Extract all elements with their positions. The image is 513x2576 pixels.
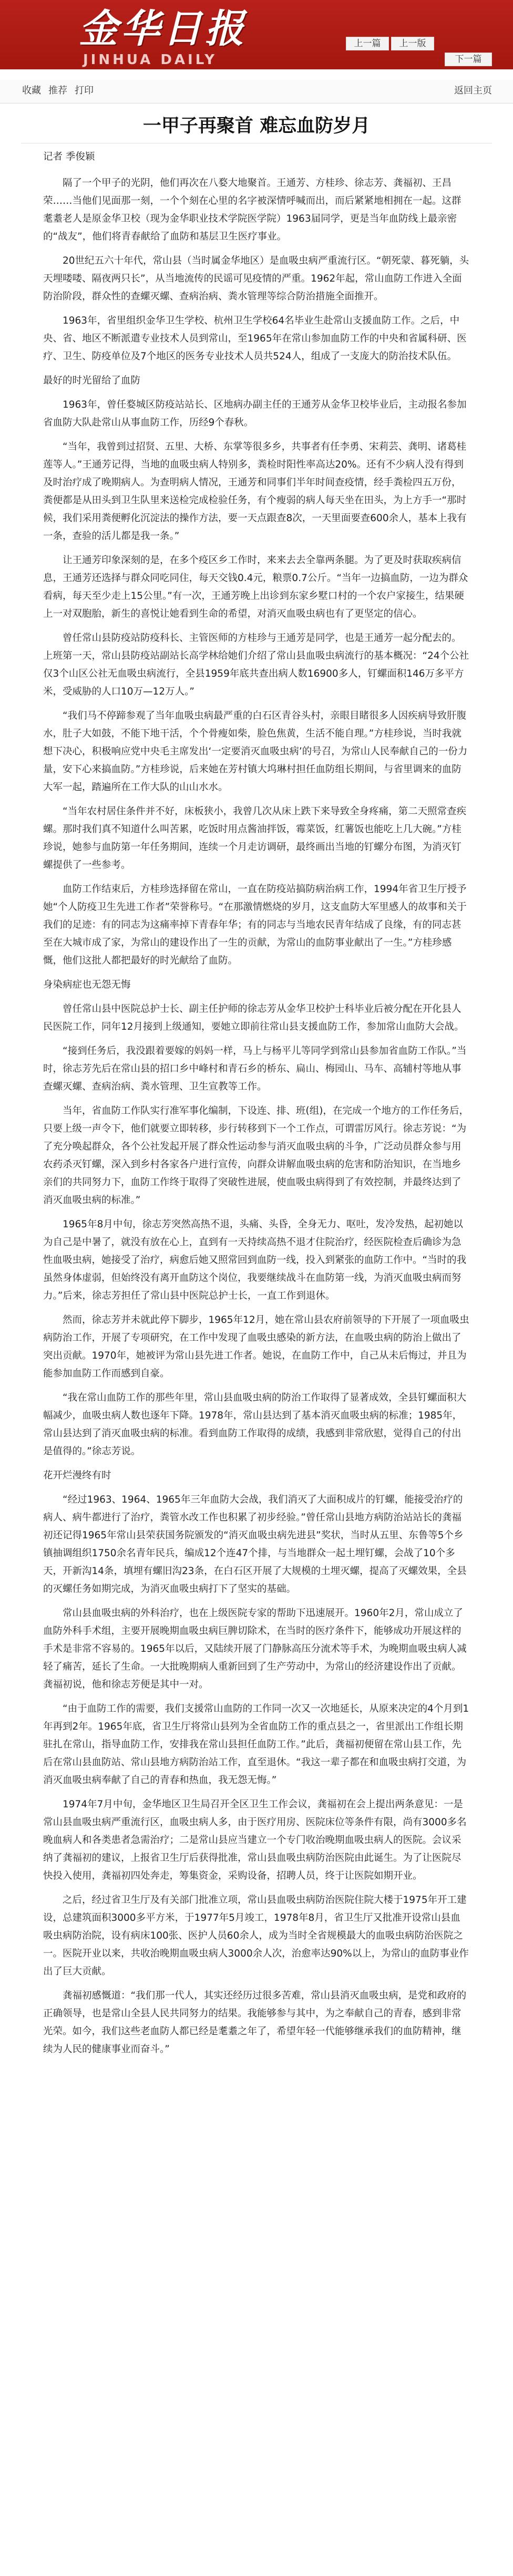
print-link[interactable]: 打印 (75, 85, 94, 96)
toolbar (0, 80, 513, 104)
article-paragraph: 曾任常山县中医院总护士长、副主任护师的徐志芳从金华卫校护士科毕业后被分配在开化县人民医院工作，同年12月接到上级通知，要她立即前往常山县支援血防工作，参加常山血防大会战。 (43, 1003, 464, 1032)
favorite-link[interactable]: 收藏 (22, 85, 41, 96)
article-title: 一甲子再聚首 难忘血防岁月 (142, 116, 371, 137)
newspaper-logo: 金华日报 (79, 6, 247, 51)
article-paragraph: 20世纪五六十年代，常山县（当时属金华地区）是血吸虫病严重流行区。“朝死蒙、暮死躺，头天埋喽喽、隔夜两只长”，从当地流传的民谣可见疫情的严重。1962年起，常山血防工作进入全面防治阶段，群众性的查螺灭螺、查病治病、粪水管理等综合防治措施全面推开。 (43, 255, 469, 302)
next-article-button[interactable]: 下一篇 (445, 53, 492, 66)
article-paragraph: 1974年7月中旬，金华地区卫生局召开全区卫生工作会议，龚福初在会上提出两条意见：一是常山县血吸虫病严重流行区，血吸虫病人多，由于医疗用房、医院床位等条件有限，尚有3000多名晚血病人和各类患者急需治疗；二是常山县应当建立一个专门收治晚期血吸虫病人的医院。会议采纳了龚福初的建议，上报省卫生厅后获得批准，常山县血吸虫病防治医院由此诞生。为了让医院尽快投入使用，龚福初四处奔走，筹集资金，采购设备，招聘人员，终于让医院如期开业。 (43, 1799, 467, 1881)
article-body (43, 148, 470, 2065)
prev-article-button[interactable]: 上一篇 (346, 37, 389, 50)
article-paragraph: “当年农村居住条件并不好，床板狭小，我曾几次从床上跌下来导致全身疼痛，第二天照常查疾螺。那时我们真不知道什么叫苦累，吃饭时用点酱油拌饭，霉菜饭，红薯饭也能吃上几大碗。”方桂珍说，她参与血防第一年任务期间，连续一个月走访调研，最终画出当地的钉螺分布图，为消灭钉螺提供了一些参考。 (43, 806, 467, 871)
article-paragraph: “经过1963、1964、1965年三年血防大会战，我们消灭了大面积成片的钉螺，能接受治疗的病人、病牛都进行了治疗，粪管水改工作也积累了初步经验。”曾任常山县地方病防治站站长的龚福初还记得1965年常山县荣获国务院颁发的“消灭血吸虫病先进县”奖状，当时从五里、东鲁等5个乡镇抽调组织1750余名青年民兵，编成12个连47个排，与当地群众一起土埋钉螺，会战了10个多天，开新沟14条，填埋有螺旧沟23条，在白石区开展了大规模的土埋灭螺，提高了灭螺效果，全县的灭螺任务如期完成，为消灭血吸虫病打下了坚实的基础。 (43, 1494, 467, 1595)
back-to-home-link[interactable]: 返回主页 (454, 85, 492, 96)
article-paragraph: 常山县血吸虫病的外科治疗，也在上级医院专家的帮助下迅速展开。1960年2月，常山成立了血防外科手术组，主要开展晚期血吸虫病巨脾切除术，在当时的医疗条件下，能够成功开展这样的手术是非常不容易的。1965年以后，又陆续开展了门静脉高压分流术等手术，为晚期血吸虫病人减轻了痛苦，延长了生命。一大批晚期病人重新回到了生产劳动中，为常山的经济建设作出了贡献。龚福初说，他和徐志芳便是其中一对。 (43, 1608, 467, 1690)
article-paragraph: “我们马不停蹄参观了当年血吸虫病最严重的白石区青谷头村，亲眼目睹很多人因疾病导致肝腹水，肚子大如鼓，不能下地干活，个个骨瘦如柴，脸色焦黄，生活不能自理。”方桂珍说，当时我就想下决心，积极响应党中央毛主席发出‘一定要消灭血吸虫病’的号召，为常山人民奉献自己的一份力量，安下心来搞血防。”方桂珍说，后来她在芳村镇大坞琳村担任血防组长期间，与省里调来的血防大军一起，踏遍所在工作大队的山山水水。 (43, 710, 468, 793)
article-paragraph: 曾任常山县防疫站防疫科长、主管医师的方桂珍与王通芳是同学，也是王通芳一起分配去的。上班第一天，常山县防疫站副站长高学林给她们介绍了常山县血吸虫病流行的基本概况：“24个公社仅3个山区公社无血吸虫病流行，全县1959年底共查出病人数16900多人，钉螺面积146万多平方米，受威胁的人口10万—12万人。” (43, 633, 469, 697)
article-paragraph: 1965年8月中旬，徐志芳突然高热不退，头痛、头昏，全身无力、呕吐，发冷发热，起初她以为自己是中暑了，就没有放在心上，直到有一天持续高热不退才住院治疗，经医院检查后确诊为急性血吸虫病，她接受了治疗，病愈后她又照常回到血防一线，投入到紧张的血防工作中。“当时的我虽然身体虚弱，但始终没有离开血防这个岗位，我要继续战斗在血防第一线，为消灭血吸虫病而努力。”后来，徐志芳担任了常山县中医院总护士长，一直工作到退休。 (43, 1219, 467, 1301)
article-paragraph: “当年，我曾到过招贤、五里、大桥、东掌等很多乡，共事者有任李勇、宋莉芸、龚明、诸葛桂莲等人。”王通芳记得，当地的血吸虫病人特别多，粪检时阳性率高达20%。还有不少病人没有得到及时治疗成了晚期病人。为查明病人情况，王通芳和同事们半年时间查疫情，经手粪检四五万份，粪便都是从田头到卫生队里来送检完成检验任务，有个瘦弱的病人每天坐在田头，为上方手一“那时候，我们采用粪便孵化沉淀法的操作方法，要一天点跟查8次，一天里面要查600余人，基本上我有一条，查验的活儿都是我一条。” (43, 441, 467, 542)
article-byline: 记者 季俊颖 (43, 151, 95, 162)
recommend-link[interactable]: 推荐 (48, 85, 67, 96)
article-paragraph: “我在常山血防工作的那些年里，常山县血吸虫病的防治工作取得了显著成效，全县钉螺面积大幅减少，血吸虫病人数也逐年下降。1978年，常山县达到了基本消灭血吸虫病的标准；1985年，常山县达到了消灭血吸虫病的标准。看到血防工作取得的成绩，我感到非常欣慰，觉得自己的付出是值得的。”徐志芳说。 (43, 1392, 467, 1457)
masthead (0, 0, 513, 69)
article-paragraph: “接到任务后，我没跟着要嫁的妈妈一样，马上与杨平儿等同学到常山县参加省血防工作队。”当时，徐志芳先后在常山县的招口乡中峰村和青石乡的桥东、扁山、梅园山、马车、高辅村等地从事查螺灭螺、查病治病、粪水管理、卫生宣教等工作。 (43, 1046, 467, 1092)
article-paragraph: 之后，经过省卫生厅及有关部门批准立项，常山县血吸虫病防治医院住院大楼于1975年开工建设，总建筑面积3000多平方米，于1977年5月竣工，1978年8月，省卫生厅又批准开设常山县血吸虫病防治院，设有病床100张、医护人员60余人，成为当时全省规模最大的血吸虫病防治医院之一。医院开业以来，共收治晚期血吸虫病人3000余人次，治愈率达90%以上，为常山的血防事业作出了巨大贡献。 (43, 1895, 469, 1977)
article-paragraph: 1963年，曾任婺城区防疫站站长、区地病办副主任的王通芳从金华卫校毕业后，主动报名参加省血防大队赴常山从事血防工作，历经9个春秋。 (43, 399, 467, 428)
article-paragraph: 隔了一个甲子的光阴，他们再次在八婺大地聚首。王通芳、方桂珍、徐志芳、龚福初、王昌荣……当他们见面那一刻，一个个刻在心里的名字被深情呼喊而出，而后紧紧地相拥在一起。这群耄耋老人是原金华卫校（现为金华职业技术学院医学院）1963届同学，更是当年血防线上最亲密的“战友”，他们将青春献给了血防和基层卫生医疗事业。 (43, 178, 461, 242)
prev-page-button[interactable]: 上一版 (391, 37, 434, 50)
article-paragraph: 当年，省血防工作队实行准军事化编制，下设连、排、班(组)，在完成一个地方的工作任务后，只要上级一声令下，他们就要立即转移，步行转移到下一个工作点，可谓雷厉风行。徐志芳说：“为了充分唤起群众，各个公社发起开展了群众性运动参与消灭血吸虫病的斗争，广泛动员群众参与用农药杀灭钉螺，深入到乡村各家各户进行宣传，向群众讲解血吸虫病的危害和防治知识，在当地乡亲们的共同努力下，血防工作终于取得了突破性进展，使血吸虫病得到了有效控制，并最终达到了消灭血吸虫病的标准。” (43, 1105, 469, 1206)
section-subheading: 身染病症也无怨无悔 (43, 979, 131, 990)
section-subheading: 最好的时光留给了血防 (43, 375, 141, 386)
article-paragraph: 血防工作结束后，方桂珍选择留在常山，一直在防疫站搞防病治病工作，1994年省卫生厅授予她“个人防疫卫生先进工作者”荣誉称号。“在那激情燃烧的岁月，这支血防大军里感人的故事和关于我们的足迹：有的同志为这痛率掉下青春年华；有的同志与当地农民青年结成了良缘，有的同志甚至在大城市成了家，为常山的建设作出了一生的贡献，为常山的血防事业献出了一生。”方桂珍感慨，他们这批人都把最好的时光献给了血防。 (43, 884, 467, 966)
newspaper-logo-english: JINHUA DAILY (83, 52, 218, 68)
toolbar-actions (22, 84, 101, 98)
article-paragraph: 让王通芳印象深刻的是，在多个疫区乡工作时，来来去去全靠两条腿。为了更及时获取疾病信息，王通芳还选择与群众同吃同住，每天交钱0.4元，粮票0.7公斤。“当年一边搞血防，一边为群众看病，每天至少走上15公里。”有一次，王通芳晚上出诊到东家乡墅口村的一个农户家接生，结果硬上一对双胞胎，新生的喜悦让她看到生命的希望，对消灭血吸虫病也有了更坚定的信心。 (43, 555, 468, 619)
article-paragraph: “由于血防工作的需要，我们支援常山血防的工作同一次又一次地延长，从原来决定的4个月到1年再到2年。1965年底，省卫生厅将常山县列为全省血防工作的重点县之一，省里派出工作组长期驻扎在常山，指导血防工作，安排我在常山县担任血防工作。”此后，龚福初便留在常山县工作，先后在常山县血防站、常山县地方病防治站工作，直至退休。“我这一辈子都在和血吸虫病打交道，为消灭血吸虫病奉献了自己的青春和热血，我无怨无悔。” (43, 1703, 469, 1786)
article-paragraph: 1963年，省里组织金华卫生学校、杭州卫生学校64名毕业生赴常山支援血防工作。之后，中央、省、地区不断派遣专业技术人员到常山，至1965年在常山参加血防工作的中央和省属科研、医疗、卫生、防疫单位及7个地区的医务专业技术人员共524人，组成了一支庞大的防治技术队伍。 (43, 315, 467, 362)
article-paragraph: 龚福初感慨道：“我们那一代人，其实还经历过很多苦难，常山县消灭血吸虫病，是党和政府的正确领导，也是常山全县人民共同努力的结果。我能够参与其中，为之奉献自己的青春，感到非常光荣。如今，我们这些老血防人都已经是耄耋之年了，希望年轻一代能够继承我们的血防精神，继续为人民的健康事业而奋斗。” (43, 1990, 467, 2055)
section-subheading: 花开烂漫终有时 (43, 1470, 111, 1481)
article-paragraph: 然而，徐志芳并未就此停下脚步，1965年12月，她在常山县农府前领导的下开展了一项血吸虫病防治工作，开展了专项研究，在工作中发现了血吸虫感染的新方法，在血吸虫病的防治上做出了突出贡献。1970年，她被评为常山县先进工作者。她说，在血防工作中，自己从未后悔过，并且为能参加血防工作而感到自豪。 (43, 1315, 469, 1379)
